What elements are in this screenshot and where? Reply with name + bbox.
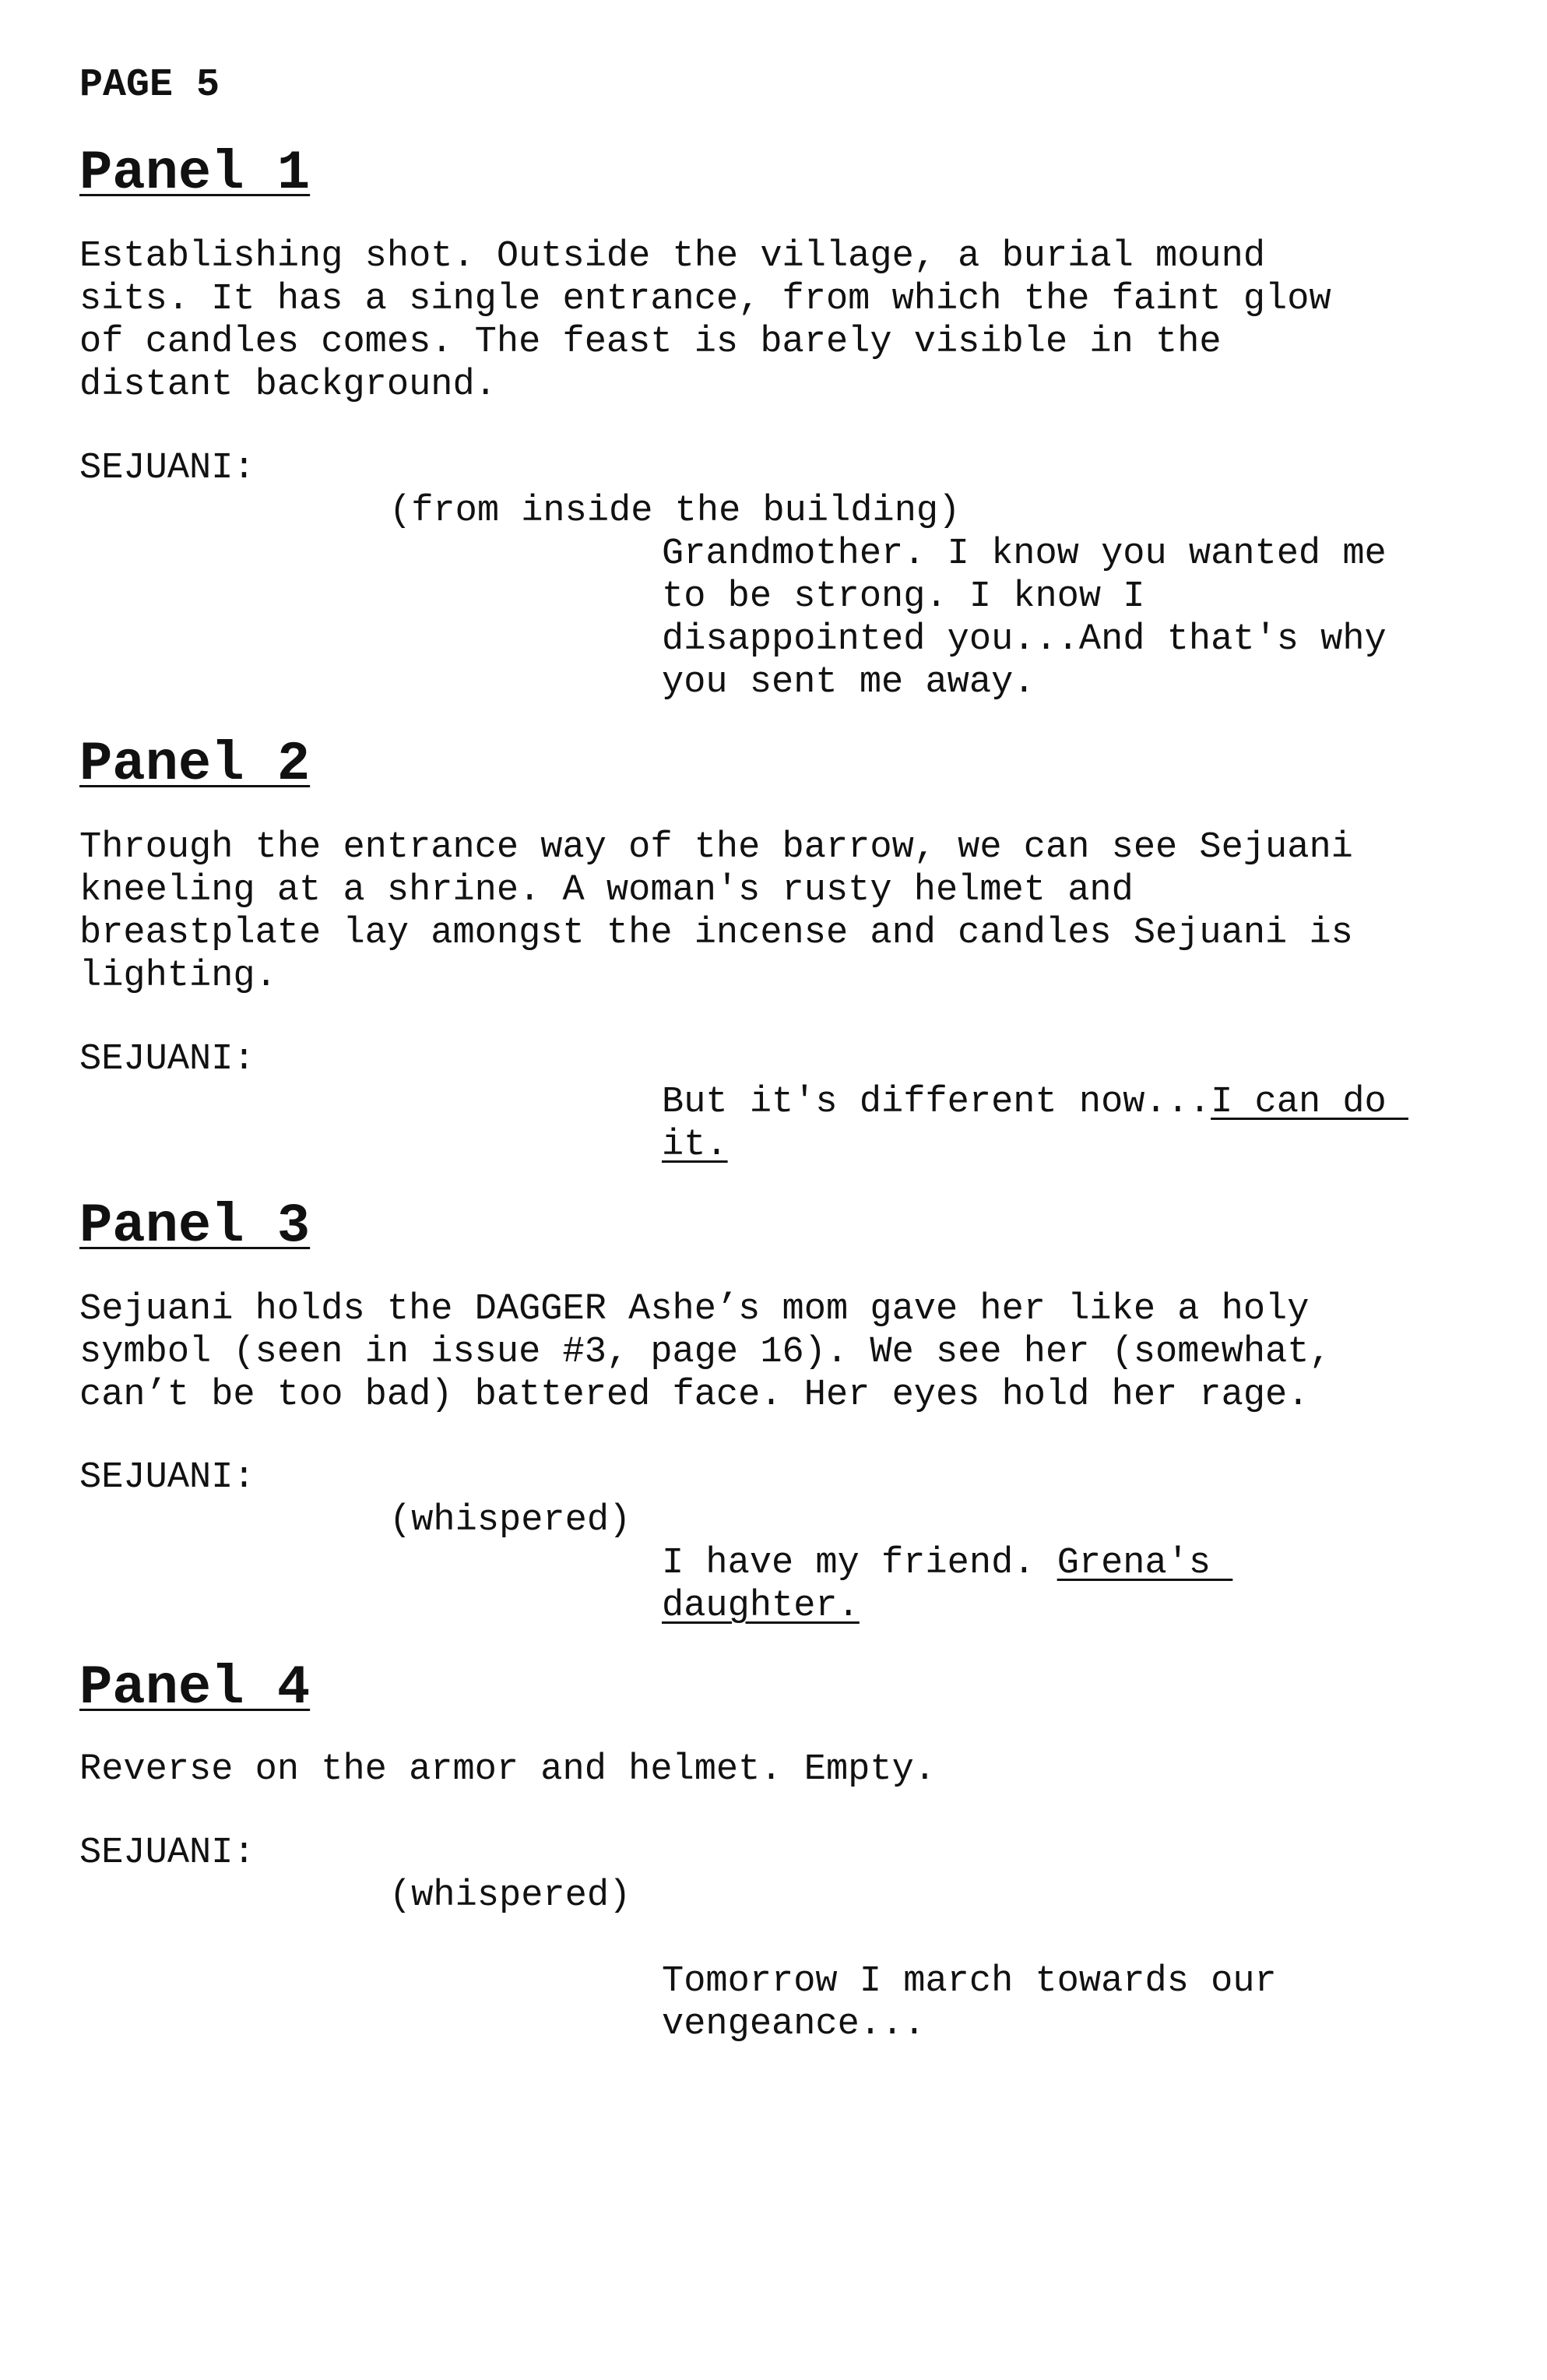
action-line: Establishing shot. Outside the village, a burial mound bbox=[79, 236, 1266, 277]
panel-3-parenthetical: (whispered) bbox=[389, 1500, 631, 1541]
panel-1-dialogue bbox=[662, 533, 1479, 704]
panel-2-heading: Panel 2 bbox=[79, 734, 311, 796]
dialogue-line: disappointed you...And that's why bbox=[662, 619, 1387, 660]
emphasized-text: it. bbox=[662, 1125, 728, 1166]
action-line: breastplate lay amongst the incense and candles Sejuani is bbox=[79, 913, 1353, 954]
dialogue-line: Grandmother. I know you wanted me bbox=[662, 533, 1387, 575]
dialogue-line: you sent me away. bbox=[662, 662, 1035, 703]
dialogue-line: to be strong. I know I bbox=[662, 576, 1145, 618]
panel-1-action bbox=[79, 235, 1504, 407]
page-title: PAGE 5 bbox=[79, 63, 220, 107]
action-line: of candles comes. The feast is barely visible in the bbox=[79, 322, 1222, 363]
emphasized-text: I can do bbox=[1211, 1082, 1408, 1123]
panel-1-parenthetical: (from inside the building) bbox=[389, 491, 961, 532]
dialogue-line bbox=[662, 1081, 1479, 1124]
action-line: Through the entrance way of the barrow, we can see Sejuani bbox=[79, 827, 1353, 868]
panel-4-heading: Panel 4 bbox=[79, 1657, 311, 1720]
panel-2-character: SEJUANI: bbox=[79, 1039, 255, 1080]
panel-2-dialogue bbox=[662, 1081, 1479, 1167]
panel-4-action bbox=[79, 1748, 1504, 1791]
action-line: Sejuani holds the DAGGER Ashe’s mom gave her like a holy bbox=[79, 1289, 1310, 1330]
action-line: can’t be too bad) battered face. Her eyes hold her rage. bbox=[79, 1375, 1310, 1416]
dialogue-line bbox=[662, 1542, 1479, 1585]
action-line: kneeling at a shrine. A woman's rusty helmet and bbox=[79, 870, 1134, 911]
panel-1-heading: Panel 1 bbox=[79, 143, 311, 205]
panel-4-parenthetical: (whispered) bbox=[389, 1875, 631, 1917]
dialogue-text: But it's different now... bbox=[662, 1082, 1211, 1123]
panel-3-character: SEJUANI: bbox=[79, 1457, 255, 1498]
action-line: sits. It has a single entrance, from which the faint glow bbox=[79, 279, 1331, 320]
panel-4-dialogue bbox=[662, 1960, 1479, 2046]
action-line: lighting. bbox=[79, 956, 277, 997]
emphasized-text: Grena's bbox=[1057, 1543, 1233, 1584]
action-line: Reverse on the armor and helmet. Empty. bbox=[79, 1749, 936, 1790]
panel-2-action bbox=[79, 826, 1504, 998]
emphasized-text: daughter. bbox=[662, 1586, 860, 1627]
panel-4-character: SEJUANI: bbox=[79, 1833, 255, 1874]
panel-3-dialogue bbox=[662, 1542, 1479, 1628]
panel-1-character: SEJUANI: bbox=[79, 448, 255, 489]
dialogue-line bbox=[662, 1124, 1479, 1167]
dialogue-line bbox=[662, 1585, 1479, 1628]
dialogue-line: vengeance... bbox=[662, 2004, 926, 2045]
action-line: symbol (seen in issue #3, page 16). We see her (somewhat, bbox=[79, 1332, 1331, 1373]
action-line: distant background. bbox=[79, 364, 497, 406]
dialogue-text: I have my friend. bbox=[662, 1543, 1057, 1584]
panel-3-action bbox=[79, 1288, 1504, 1417]
panel-3-heading: Panel 3 bbox=[79, 1195, 311, 1258]
dialogue-line: Tomorrow I march towards our bbox=[662, 1961, 1277, 2002]
